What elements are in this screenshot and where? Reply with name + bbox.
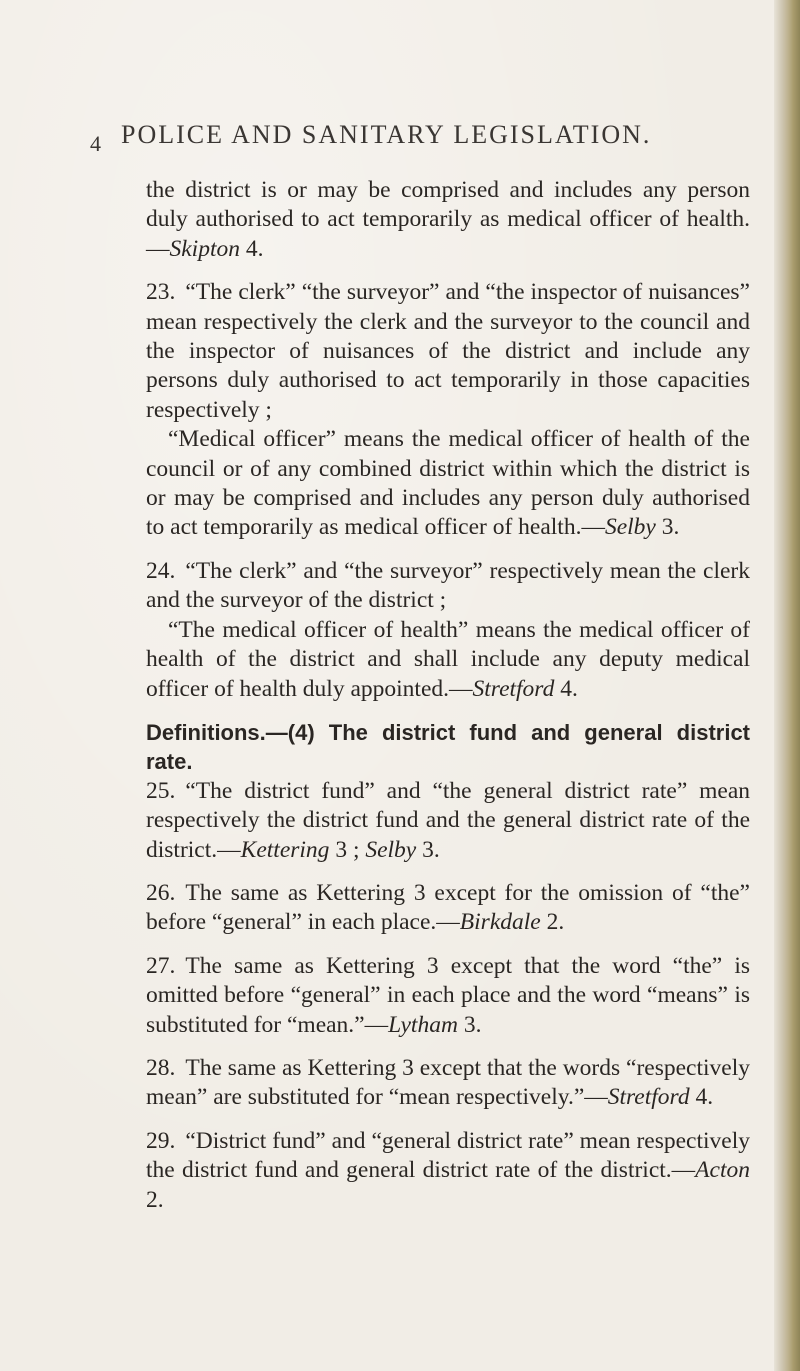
paragraph-text: “The clerk” “the surveyor” and “the inspector of nuisances” mean respectively the clerk and the surveyor to the council and the inspector of nuisances of the district and include any persons duly authorised to act temporarily in those capacities respectively ; — [146, 279, 750, 423]
paragraph — [146, 425, 750, 543]
paragraph-number: 25. — [146, 777, 176, 804]
paragraph-number: 27. — [146, 952, 176, 979]
citation: Skipton — [169, 235, 240, 262]
citation-number: 3. — [655, 514, 680, 541]
paragraph — [146, 777, 750, 865]
citation-number: 4. — [240, 235, 264, 262]
paragraph-text: “The district fund” and “the general district rate” mean respectively the district fund and the general district rate of the district.— — [146, 777, 750, 863]
paragraph — [146, 616, 750, 704]
citation-number: 2. — [540, 909, 565, 936]
citation-number: 2. — [146, 1186, 164, 1213]
paragraph-text: the district is or may be comprised and includes any person duly authorised to act temporarily as medical officer of health.— — [146, 177, 750, 262]
paragraph-text: The same as Kettering 3 except for the omission of “the” before “general” in each place.— — [146, 879, 750, 936]
page-title: POLICE AND SANITARY LEGISLATION. — [121, 120, 652, 149]
paragraph — [146, 952, 750, 1040]
paragraph-number: 23. — [146, 279, 176, 306]
paragraph — [146, 278, 750, 425]
section-heading: Definitions.—(4) The district fund and general district rate. — [146, 719, 750, 775]
citation-number: 3. — [416, 836, 440, 863]
citation-number: 3 ; — [329, 836, 366, 863]
citation: Stretford — [472, 675, 555, 702]
paragraph — [146, 879, 750, 938]
paragraph-text: The same as Kettering 3 except that the word “the” is omitted before “general” in each place and the word “means” is substituted for “mean.”— — [146, 952, 750, 1038]
paragraph-text: The same as Kettering 3 except that the words “respectively mean” are substituted for “mean respectively.”— — [146, 1054, 750, 1111]
paragraph-text: “The medical officer of health” means the medical officer of health of the district and shall include any deputy medical officer of health duly appointed.— — [146, 616, 750, 702]
paragraph — [146, 557, 750, 616]
paragraph — [146, 1127, 750, 1215]
paragraph-text: “Medical officer” means the medical officer of health of the council or of any combined district within which the district is or may be comprised and includes any person duly authorised to act temporarily as medical officer of health.— — [146, 426, 750, 541]
paragraph — [146, 176, 750, 264]
body-text — [146, 176, 750, 1215]
paragraph — [146, 1054, 750, 1113]
citation: Kettering — [240, 836, 330, 863]
citation: Selby — [604, 514, 656, 541]
citation-number: 3. — [457, 1011, 482, 1038]
paragraph-text: “District fund” and “general district rate” mean respectively the district fund and general district rate of the district.— — [146, 1127, 750, 1184]
paragraph-number: 24. — [146, 557, 176, 584]
citation: Lytham — [388, 1011, 458, 1038]
citation: Birkdale — [459, 909, 541, 936]
page-edge — [774, 0, 800, 1371]
paragraph-number: 29. — [146, 1127, 176, 1154]
paragraph-number: 28. — [146, 1054, 176, 1081]
page-number: 4 — [90, 131, 103, 156]
citation-number: 4. — [689, 1084, 714, 1111]
citation-number: 4. — [554, 675, 578, 702]
running-head — [90, 120, 652, 156]
paragraph-text: “The clerk” and “the surveyor” respectively mean the clerk and the surveyor of the district ; — [146, 557, 750, 614]
paragraph-number: 26. — [146, 879, 176, 906]
citation: Selby — [365, 836, 417, 863]
citation: Acton — [695, 1157, 750, 1184]
citation: Stretford — [607, 1084, 690, 1111]
